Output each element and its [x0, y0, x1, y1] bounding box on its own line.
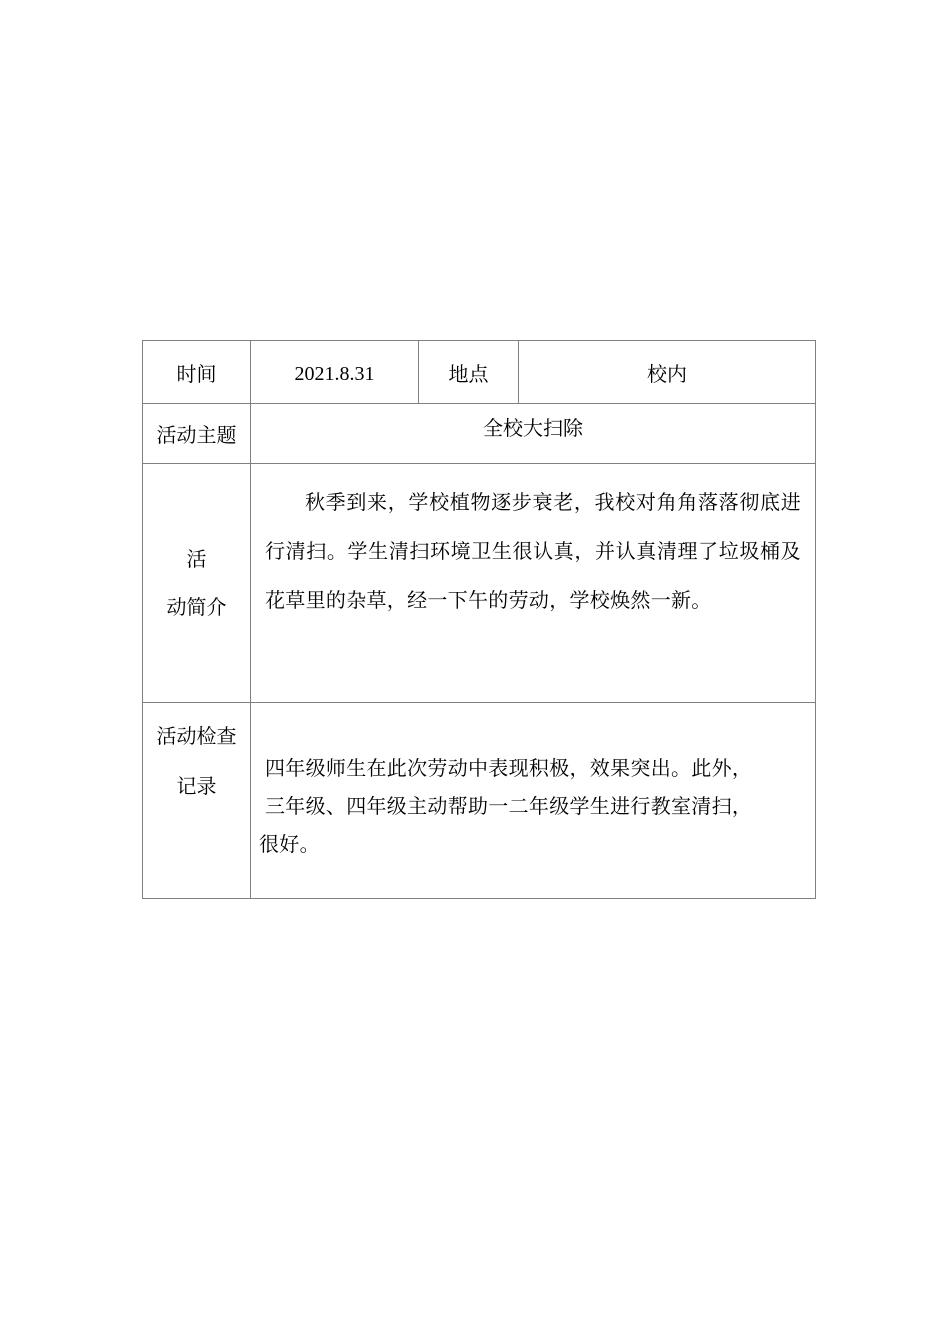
- theme-value: 全校大扫除: [251, 404, 816, 464]
- theme-label: 活动主题: [143, 404, 251, 464]
- place-label: 地点: [419, 341, 519, 404]
- check-text: [251, 703, 816, 899]
- intro-row: [143, 464, 816, 703]
- time-place-row: [143, 341, 816, 404]
- check-text-line1: 四年级师生在此次劳动中表现积极，效果突出。此外，: [265, 756, 753, 780]
- check-label: [143, 703, 251, 899]
- time-label: 时间: [143, 341, 251, 404]
- intro-label-line2: 动简介: [166, 595, 227, 619]
- intro-label: [143, 464, 251, 703]
- time-value: 2021.8.31: [251, 341, 419, 404]
- intro-text: 秋季到来，学校植物逐步衰老，我校对角角落落彻底进行清扫。学生清扫环境卫生很认真，并认真清理了垃圾桶及花草里的杂草，经一下午的劳动，学校焕然一新。: [251, 464, 816, 703]
- check-text-line2: 三年级、四年级主动帮助一二年级学生进行教室清扫，: [265, 794, 753, 818]
- check-row: [143, 703, 816, 899]
- check-label-line2: 记录: [176, 774, 217, 798]
- theme-row: [143, 404, 816, 464]
- place-value: 校内: [519, 341, 816, 404]
- intro-label-line1: 活: [186, 547, 207, 571]
- activity-record-table: [142, 340, 816, 899]
- check-text-line3: 很好。: [259, 832, 320, 856]
- check-label-line1: 活动检查: [156, 724, 237, 748]
